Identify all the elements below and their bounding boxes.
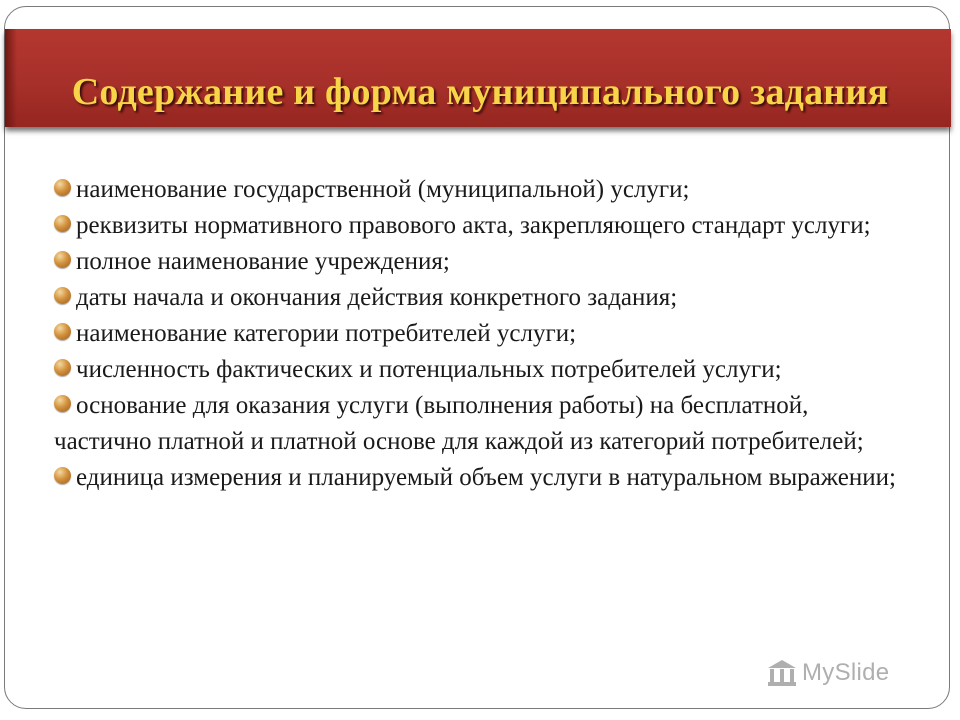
list-item — [54, 208, 904, 244]
slide-title: Содержание и форма муниципального задания — [71, 71, 889, 113]
list-item-text: даты начала и окончания действия конкретного задания; — [76, 284, 678, 311]
orange-sphere-bullet-icon — [54, 359, 71, 376]
list-item-text: реквизиты нормативного правового акта, закрепляющего стандарт услуги; — [76, 212, 871, 239]
bullet-list — [54, 172, 904, 496]
list-item-text: наименование категории потребителей услуги; — [76, 320, 577, 347]
orange-sphere-bullet-icon — [54, 179, 71, 196]
list-item — [54, 172, 904, 208]
list-item — [54, 316, 904, 352]
list-item-text: численность фактических и потенциальных потребителей услуги; — [76, 356, 782, 383]
list-item-text: единица измерения и планируемый объем услуги в натуральном выражении; — [76, 464, 896, 491]
orange-sphere-bullet-icon — [54, 467, 71, 484]
list-item — [54, 244, 904, 280]
watermark-logo — [768, 656, 889, 690]
list-item — [54, 388, 904, 460]
list-item — [54, 352, 904, 388]
list-item — [54, 280, 904, 316]
list-item — [54, 460, 904, 496]
list-item-text: полное наименование учреждения; — [76, 248, 450, 275]
orange-sphere-bullet-icon — [54, 323, 71, 340]
list-item-text: основание для оказания услуги (выполнения работы) на бесплатной, частично платной и платной основе для каждой из категорий потребителей; — [54, 392, 864, 455]
building-columns-icon — [768, 660, 796, 686]
list-item-text: наименование государственной (муниципальной) услуги; — [76, 176, 690, 203]
watermark-text: MySlide — [802, 659, 890, 686]
orange-sphere-bullet-icon — [54, 251, 71, 268]
orange-sphere-bullet-icon — [54, 215, 71, 232]
orange-sphere-bullet-icon — [54, 287, 71, 304]
orange-sphere-bullet-icon — [54, 395, 71, 412]
